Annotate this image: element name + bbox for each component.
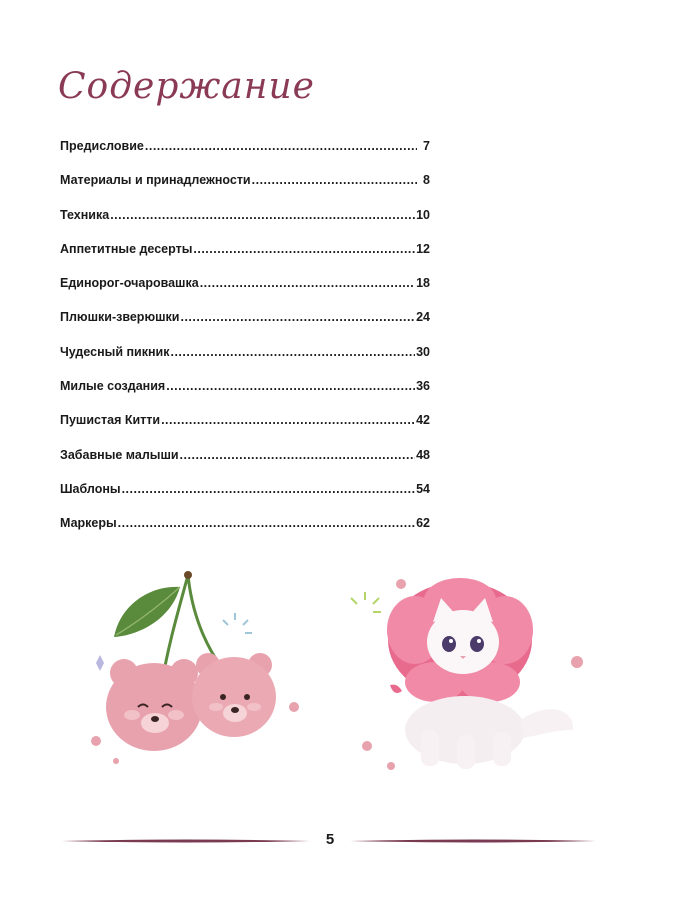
toc-entry-label: Плюшки-зверюшки	[60, 310, 180, 325]
toc-entry-label: Шаблоны	[60, 481, 121, 496]
toc-entry-label: Забавные малыши	[60, 447, 179, 462]
toc-entry-page: 12	[416, 241, 430, 256]
toc-entry[interactable]	[60, 208, 430, 242]
toc-entry[interactable]	[60, 413, 430, 447]
toc-entry-page: 54	[416, 481, 430, 496]
toc-leader-dots	[252, 173, 417, 187]
toc-leader-dots	[200, 276, 415, 290]
toc-entry-label: Единорог-очаровашка	[60, 276, 199, 291]
toc-entry-page: 18	[416, 276, 430, 291]
toc-leader-dots	[170, 345, 415, 359]
toc-entry-label: Чудесный пикник	[60, 344, 170, 359]
toc-entry-page: 24	[416, 310, 430, 325]
kitten-in-rose-illustration	[345, 570, 595, 775]
toc-leader-dots	[166, 379, 415, 393]
toc-entry-label: Техника	[60, 207, 110, 222]
toc-entry-page: 36	[416, 379, 430, 394]
toc-entry-page: 7	[423, 139, 430, 153]
page-title: Содержание	[58, 66, 315, 107]
toc-entry[interactable]	[60, 482, 430, 516]
toc-entry-page: 8	[423, 173, 430, 188]
toc-entry-label: Материалы и принадлежности	[60, 173, 251, 188]
toc-entry-page: 62	[416, 516, 430, 531]
toc-entry-label: Пушистая Китти	[60, 413, 161, 428]
toc-entry-label: Милые создания	[60, 379, 166, 394]
toc-entry[interactable]	[60, 139, 430, 173]
toc-entry[interactable]	[60, 310, 430, 344]
toc-entry[interactable]	[60, 276, 430, 310]
toc-leader-dots	[145, 139, 417, 153]
toc-entry[interactable]	[60, 242, 430, 276]
toc-leader-dots	[180, 310, 415, 324]
toc-entry-label: Маркеры	[60, 516, 117, 531]
toc-entry-page: 30	[416, 344, 430, 359]
table-of-contents	[60, 139, 430, 551]
toc-entry[interactable]	[60, 173, 430, 207]
toc-leader-dots	[161, 413, 415, 427]
toc-leader-dots	[193, 242, 415, 256]
toc-leader-dots	[122, 482, 416, 496]
bear-left	[106, 659, 202, 751]
toc-entry-page: 10	[416, 207, 430, 222]
toc-leader-dots	[118, 516, 415, 530]
toc-entry[interactable]	[60, 516, 430, 550]
footer-divider-left	[62, 838, 310, 844]
cherry-bears-illustration	[80, 565, 320, 775]
toc-entry-page: 42	[416, 413, 430, 428]
toc-leader-dots	[110, 208, 415, 222]
toc-entry-page: 48	[416, 447, 430, 462]
page-number: 5	[325, 831, 335, 848]
footer-divider-right	[350, 838, 596, 844]
toc-entry[interactable]	[60, 379, 430, 413]
bear-right	[192, 653, 276, 737]
toc-entry[interactable]	[60, 345, 430, 379]
toc-leader-dots	[180, 448, 416, 462]
toc-entry-label: Аппетитные десерты	[60, 241, 193, 256]
toc-entry-label: Предисловие	[60, 139, 144, 153]
toc-entry[interactable]	[60, 448, 430, 482]
